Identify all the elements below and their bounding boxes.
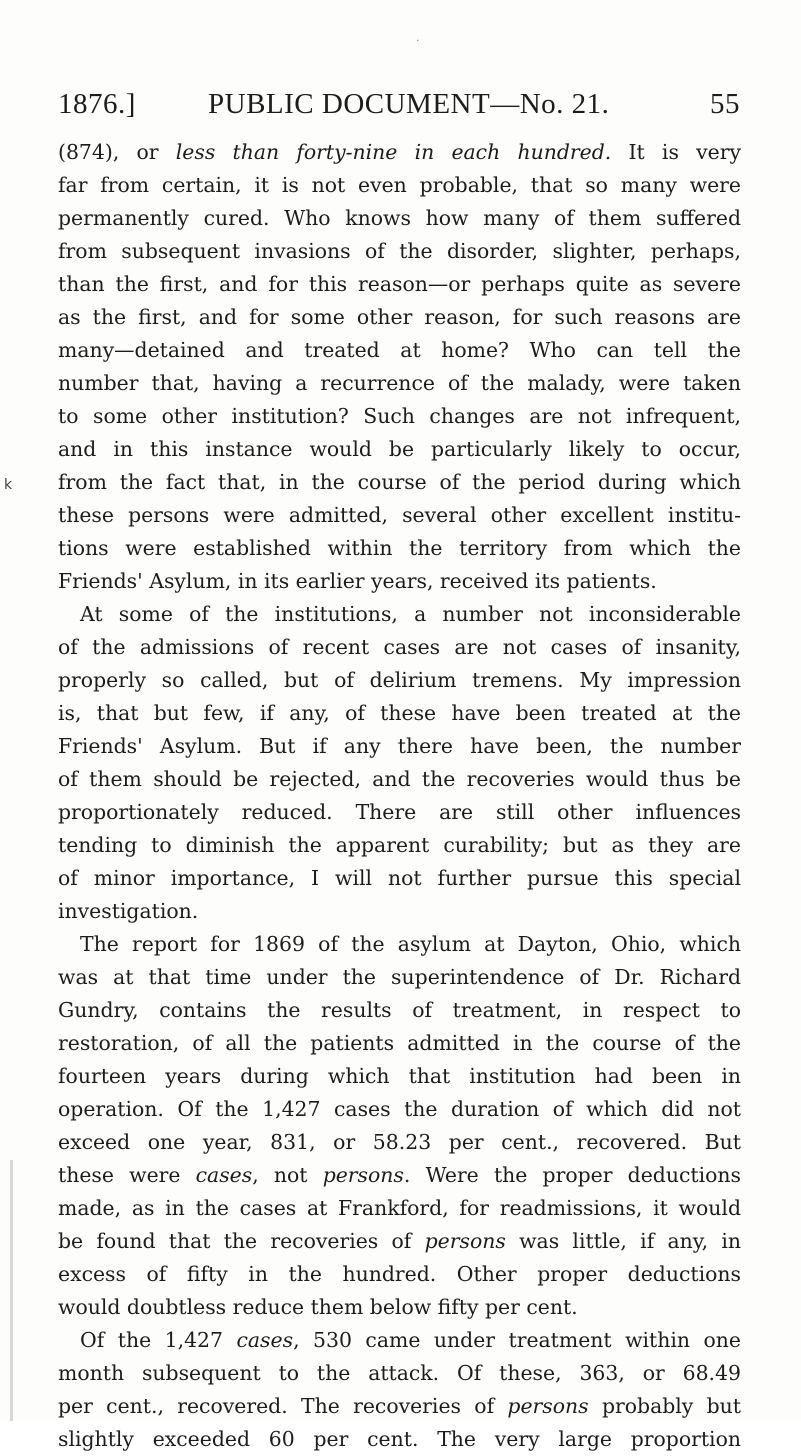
text-line: and in this instance would be particularly likely to occur, [58, 437, 741, 461]
text-line: tions were established within the territory from which the [58, 536, 741, 560]
text-line: slightly exceeded 60 per cent. The very large proportion [58, 1427, 741, 1451]
text-line: from the fact that, in the course of the period during which [58, 470, 741, 494]
text-line: these were cases, not persons. Were the proper deductions [58, 1163, 741, 1187]
text-line: investigation. [58, 899, 199, 923]
text-line: proportionately reduced. There are still other influences [58, 800, 741, 824]
text-line: to some other institution? Such changes are not infrequent, [58, 404, 741, 428]
text-line: is, that but few, if any, of these have been treated at the [58, 701, 741, 725]
text-line: properly so called, but of delirium tremens. My impression [58, 668, 741, 692]
emphasis: persons [424, 1229, 506, 1253]
text-line: made, as in the cases at Frankford, for readmissions, it would [58, 1196, 741, 1220]
text-line: many—detained and treated at home? Who can tell the [58, 338, 741, 362]
text-line: exceed one year, 831, or 58.23 per cent., recovered. But [58, 1130, 741, 1154]
text-line: excess of fifty in the hundred. Other proper deductions [58, 1262, 741, 1286]
emphasis: less than forty-nine in each hundred. [175, 140, 612, 164]
text-line: Gundry, contains the results of treatment, in respect to [58, 998, 741, 1022]
text-line: Friends' Asylum, in its earlier years, received its patients. [58, 569, 657, 593]
text-line: from subsequent invasions of the disorder, slighter, perhaps, [58, 239, 741, 263]
text-line: (874), or less than forty-nine in each hundred. It is very [58, 140, 741, 164]
text-line: Friends' Asylum. But if any there have been, the number [58, 734, 741, 758]
text-line: At some of the institutions, a number not inconsiderable [80, 602, 741, 626]
text-line: of minor importance, I will not further pursue this special [58, 866, 741, 890]
text-line: month subsequent to the attack. Of these, 363, or 68.49 [58, 1361, 741, 1385]
emphasis: cases [236, 1328, 294, 1352]
text-line: these persons were admitted, several other excellent institu- [58, 503, 741, 527]
text-line: than the first, and for this reason—or perhaps quite as severe [58, 272, 741, 296]
emphasis: persons [507, 1394, 589, 1418]
header-year: 1876.] [58, 88, 136, 120]
text-line: number that, having a recurrence of the malady, were taken [58, 371, 741, 395]
binding-edge [10, 1160, 13, 1421]
running-head [58, 88, 740, 124]
text-line: The report for 1869 of the asylum at Dayton, Ohio, which [80, 932, 741, 956]
text-line: far from certain, it is not even probable, that so many were [58, 173, 741, 197]
emphasis: cases [195, 1163, 253, 1187]
text-line: operation. Of the 1,427 cases the duration of which did not [58, 1097, 741, 1121]
text-line: per cent., recovered. The recoveries of persons probably but [58, 1394, 741, 1418]
text-line: be found that the recoveries of persons was little, if any, in [58, 1229, 741, 1253]
page-number: 55 [710, 88, 740, 120]
text-line: would doubtless reduce them below fifty per cent. [58, 1295, 578, 1319]
text-line: permanently cured. Who knows how many of them suffered [58, 206, 741, 230]
text-line: fourteen years during which that institution had been in [58, 1064, 741, 1088]
top-margin-mark: · [416, 34, 420, 47]
text-line: Of the 1,427 cases, 530 came under treatment within one [80, 1328, 741, 1352]
text-line: of them should be rejected, and the recoveries would thus be [58, 767, 741, 791]
text-line: of the admissions of recent cases are not cases of insanity, [58, 635, 741, 659]
emphasis: persons [322, 1163, 404, 1187]
body-text [58, 136, 741, 1456]
left-margin-mark: k [4, 477, 13, 493]
text-line: tending to diminish the apparent curability; but as they are [58, 833, 741, 857]
header-title: PUBLIC DOCUMENT—No. 21. [208, 88, 610, 120]
text-line: was at that time under the superintendence of Dr. Richard [58, 965, 741, 989]
text-line: as the first, and for some other reason, for such reasons are [58, 305, 741, 329]
text-line: restoration, of all the patients admitted in the course of the [58, 1031, 741, 1055]
